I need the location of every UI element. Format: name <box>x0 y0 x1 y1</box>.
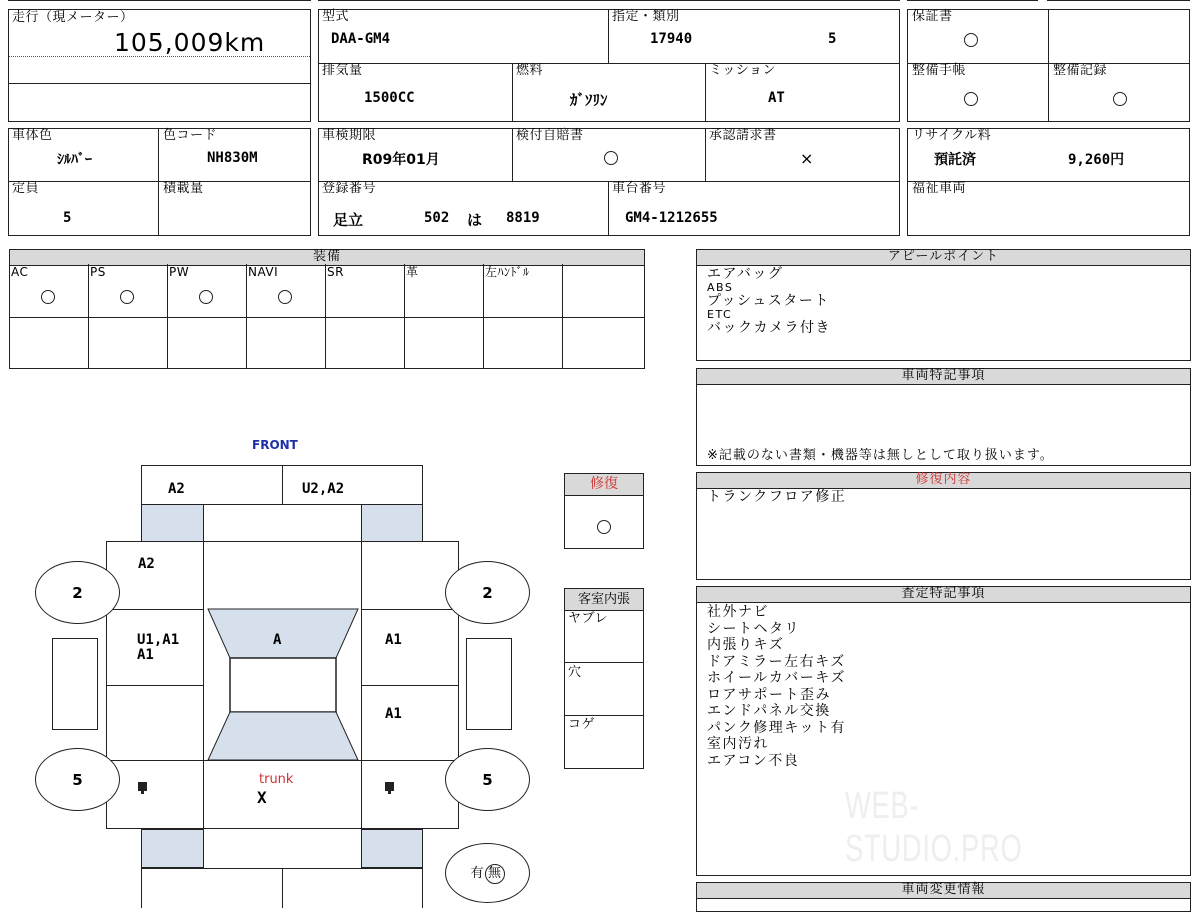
assessment-panel <box>696 586 1191 876</box>
color-code-label: 色コード <box>163 128 218 143</box>
welfare-label: 福祉車両 <box>912 181 967 196</box>
door-fl-label: U1,A1 <box>137 632 180 648</box>
approval-label: 承認請求書 <box>709 128 777 143</box>
chassis-label: 車台番号 <box>612 181 667 196</box>
trunk-mark: X <box>257 788 267 807</box>
designation-value1: 17940 <box>650 31 693 47</box>
equipment-label-6: 左ﾊﾝﾄﾞﾙ <box>485 265 530 279</box>
warranty-label: 保証書 <box>912 9 953 24</box>
spare-tire-label <box>470 862 504 884</box>
registration-kana: は <box>467 211 483 229</box>
color-code-value: NH830M <box>207 150 258 166</box>
chassis-value: GM4-1212655 <box>625 210 718 226</box>
assessment-line-8: パンク修理キット有 <box>707 719 846 736</box>
repair-content-line-1: トランクフロア修正 <box>707 489 847 505</box>
assessment-line-10: エアコン不良 <box>707 752 800 769</box>
capacity-value: 5 <box>63 210 72 226</box>
recycle-status: 預託済 <box>934 152 976 168</box>
equipment-mark-1 <box>120 290 134 304</box>
assessment-line-9: 室内汚れ <box>707 736 769 752</box>
registration-region: 足立 <box>333 211 364 229</box>
repair-content-title: 修復内容 <box>697 473 1190 489</box>
vehicle-notes-panel <box>696 368 1191 466</box>
interior-row-2: 穴 <box>568 665 582 680</box>
cabin-glass <box>207 608 359 762</box>
assessment-title: 査定特記事項 <box>697 587 1190 603</box>
mileage-label: 走行（現メーター） <box>12 10 134 25</box>
appeal-line-2: ABS <box>707 281 734 294</box>
capacity-label: 定員 <box>12 181 40 196</box>
interior-row-1: ヤブレ <box>568 611 608 626</box>
body-color-label: 車体色 <box>12 128 53 143</box>
interior-title: 客室内張 <box>565 589 643 611</box>
warranty-mark <box>964 33 978 47</box>
body-color-value: ｼﾙﾊﾞｰ <box>57 152 92 168</box>
tire-front-right: 2 <box>445 561 530 624</box>
maintenance-record-mark <box>1113 92 1127 106</box>
front-right-strip <box>361 504 423 542</box>
maintenance-book-mark <box>964 92 978 106</box>
equipment-label-0: AC <box>11 265 29 279</box>
mirror-right <box>466 638 512 730</box>
door-fl-label-2: A1 <box>137 647 154 663</box>
spare-tire <box>445 843 530 903</box>
door-rr-label: A1 <box>385 706 402 722</box>
rear-right-strip <box>361 829 423 868</box>
mileage-value: 105,009km <box>114 28 266 57</box>
registration-number: 8819 <box>506 210 540 226</box>
fuel-value: ｶﾞｿﾘﾝ <box>570 91 608 109</box>
trunk-label: trunk <box>259 772 294 787</box>
registration-class: 502 <box>424 210 450 226</box>
designation-value2: 5 <box>828 31 837 47</box>
equipment-label-1: PS <box>90 265 106 279</box>
assessment-line-6: ロアサポート歪み <box>707 686 831 703</box>
tire-rear-left: 5 <box>35 748 120 811</box>
appeal-line-5: バックカメラ付き <box>707 320 831 336</box>
appeal-line-1: エアバッグ <box>707 266 784 282</box>
mirror-left <box>52 638 98 730</box>
assessment-line-4: ドアミラー左右キズ <box>707 653 846 670</box>
interior-row-3: コゲ <box>568 717 596 732</box>
front-bumper-right: U2,A2 <box>302 481 345 497</box>
recycle-label: リサイクル料 <box>912 128 992 143</box>
appeal-panel <box>696 249 1191 361</box>
front-left-strip <box>141 504 204 542</box>
repair-box-title: 修復 <box>565 474 643 496</box>
equipment-mark-0 <box>41 290 55 304</box>
equipment-mark-3 <box>278 290 292 304</box>
spare-no: 無 <box>485 864 505 884</box>
maintenance-book-label: 整備手帳 <box>912 63 967 78</box>
equipment-title: 装備 <box>10 250 644 266</box>
tire-front-left: 2 <box>35 561 120 624</box>
appeal-line-4: ETC <box>707 308 733 321</box>
inspection-value: R09年01月 <box>362 152 440 168</box>
insurance-label: 検付自賠書 <box>516 128 584 143</box>
assessment-line-5: ホイールカバーキズ <box>707 670 846 686</box>
repair-content-panel <box>696 472 1191 580</box>
assessment-line-3: 内張りキズ <box>707 637 785 653</box>
vehicle-notes-note: ※記載のない書類・機器等は無しとして取り扱います。 <box>707 448 1054 463</box>
load-label: 積載量 <box>163 181 204 196</box>
displacement-value: 1500CC <box>364 90 415 106</box>
designation-label: 指定・類別 <box>612 9 680 24</box>
front-label: FRONT <box>252 438 298 452</box>
roof-label: A <box>273 632 282 648</box>
equipment-label-3: NAVI <box>248 265 279 279</box>
registration-label: 登録番号 <box>322 181 377 196</box>
rear-left-strip <box>141 829 204 868</box>
model-value: DAA-GM4 <box>331 31 391 47</box>
hood-left-label: A2 <box>138 556 155 572</box>
equipment-label-2: PW <box>169 265 190 279</box>
transmission-value: AT <box>768 90 785 106</box>
front-bumper-left: A2 <box>168 481 185 497</box>
vehicle-change-panel <box>696 882 1191 912</box>
displacement-label: 排気量 <box>322 63 363 78</box>
appeal-title: アピールポイント <box>697 250 1190 266</box>
mileage-cell <box>8 9 311 122</box>
tire-rear-right: 5 <box>445 748 530 811</box>
equipment-label-4: SR <box>327 265 344 279</box>
fuel-label: 燃料 <box>516 63 544 78</box>
insurance-mark <box>604 151 618 165</box>
appeal-line-3: プッシュスタート <box>707 293 830 309</box>
assessment-line-1: 社外ナビ <box>707 604 769 620</box>
inspection-label: 車検期限 <box>322 128 377 143</box>
repair-box-mark <box>597 520 611 534</box>
transmission-label: ミッション <box>709 63 776 78</box>
recycle-amount: 9,260円 <box>1068 152 1125 168</box>
equipment-label-5: 革 <box>406 265 419 279</box>
interior-box <box>564 588 644 769</box>
model-label: 型式 <box>322 9 350 24</box>
watermark: WEB-STUDIO.PRO <box>845 785 1023 870</box>
approval-value: × <box>800 149 814 168</box>
assessment-line-2: シートヘタリ <box>707 620 800 637</box>
assessment-line-7: エンドパネル交換 <box>707 703 831 719</box>
vehicle-notes-title: 車両特記事項 <box>697 369 1190 385</box>
vehicle-change-title: 車両変更情報 <box>697 883 1190 899</box>
spare-yes: 有 <box>470 866 484 881</box>
maintenance-record-label: 整備記録 <box>1053 63 1108 78</box>
repair-box <box>564 473 644 549</box>
equipment-mark-2 <box>199 290 213 304</box>
door-fr-label: A1 <box>385 632 402 648</box>
